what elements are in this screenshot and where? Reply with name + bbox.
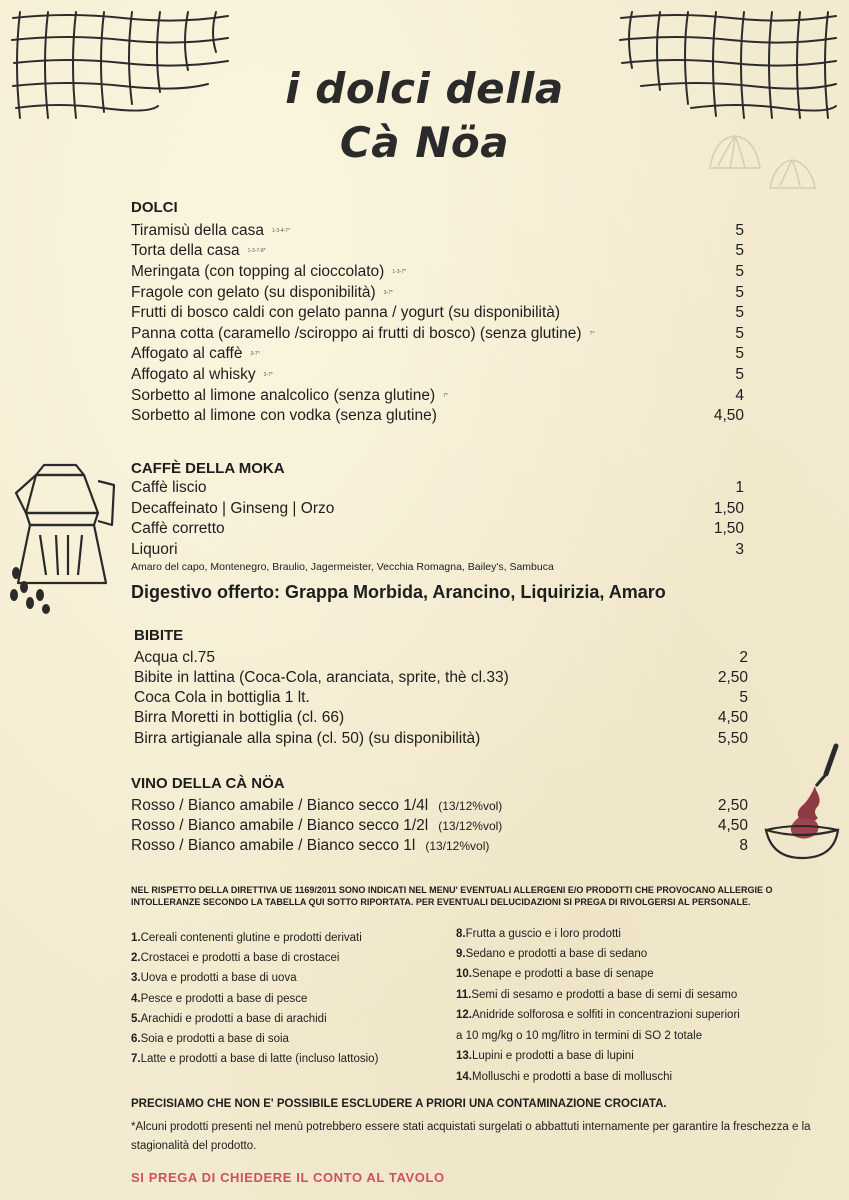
item-name: Decaffeinato | Ginseng | Orzo [131,500,335,517]
allergen-number: 7. [131,1053,141,1065]
allergen-text: Arachidi e prodotti a base di arachidi [140,1013,327,1025]
item-price: 5 [735,263,744,280]
list-item [131,499,744,519]
contamination-warning: PRECISIAMO CHE NON E' POSSIBILE ESCLUDERE A PRIORI UNA CONTAMINAZIONE CROCIATA. [131,1098,667,1110]
item-name: Bibite in lattina (Coca-Cola, aranciata, sprite, thè cl.33) [134,669,509,686]
list-item [134,708,748,728]
list-item [131,796,748,816]
list-item [131,540,744,560]
list-item [131,262,744,282]
item-volume: (13/12%vol) [438,819,503,833]
item-price: 1 [735,479,744,496]
item-name: Sorbetto al limone analcolico (senza glutine) [131,387,436,405]
allergen-text: Semi di sesamo e prodotti a base di semi di sesamo [471,989,738,1001]
item-name: Birra Moretti in bottiglia (cl. 66) [134,709,345,726]
item-price: 2,50 [717,797,748,814]
allergen-text: Uova e prodotti a base di uova [140,972,297,984]
list-item [131,283,744,303]
list-item [131,816,748,836]
allergen-note: 3-7* [383,290,393,296]
list-item [131,241,744,261]
item-price: 5 [735,242,744,259]
item-name: Caffè corretto [131,520,225,537]
allergen-number: 9. [456,948,466,960]
frozen-products-note: *Alcuni prodotti presenti nel menù potrebbero essere stati acquistati surgelati o abbattuti internamente per garantire la freschezza e la stagionalità del prodotto. [131,1121,811,1152]
item-price: 4,50 [717,817,748,834]
item-price: 4 [735,387,744,404]
list-item [134,668,748,688]
item-name: Coca Cola in bottiglia 1 lt. [134,689,310,706]
allergen-number: 14. [456,1071,472,1083]
allergen-note: 3-7* [250,351,260,357]
list-item [131,836,748,856]
digestivo-offerto: Digestivo offerto: Grappa Morbida, Arancino, Liquirizia, Amaro [131,582,666,602]
item-name: Affogato al whisky [131,366,256,384]
allergen-item [131,1033,289,1045]
allergen-item [456,928,621,940]
allergen-text: Anidride solforosa e solfiti in concentrazioni superiori [472,1009,740,1021]
item-price: 4,50 [717,709,748,726]
allergen-number: 1. [131,932,141,944]
item-price: 1,50 [713,500,744,517]
allergen-text: Crostacei e prodotti a base di crostacei [140,952,340,964]
item-price: 3 [735,541,744,558]
allergen-number: 2. [131,952,141,964]
allergen-note: 7* [589,331,595,337]
item-name: Caffè liscio [131,479,207,496]
list-item [131,519,744,539]
item-name: Affogato al caffè [131,345,243,363]
item-price: 4,50 [713,407,744,424]
allergen-number: 13. [456,1050,472,1062]
item-name: Liquori [131,541,178,558]
item-name: Frutti di bosco caldi con gelato panna / yogurt (su disponibilità) [131,304,561,322]
allergen-text: Pesce e prodotti a base di pesce [140,993,308,1005]
item-name: Meringata (con topping al cioccolato) [131,263,385,281]
allergen-text: Lupini e prodotti a base di lupini [472,1050,634,1062]
item-price: 5 [735,325,744,342]
page-title-line2: Cà Nöa [339,118,510,167]
item-price: 5 [735,222,744,239]
liquori-list: Amaro del capo, Montenegro, Braulio, Jagermeister, Vecchia Romagna, Bailey's, Sambuca [131,561,554,573]
item-price: 5,50 [717,730,748,747]
allergen-text: a 10 mg/kg o 10 mg/litro in termini di SO 2 totale [456,1030,703,1042]
allergen-text: Cereali contenenti glutine e prodotti derivati [140,932,362,944]
item-name: Sorbetto al limone con vodka (senza glutine) [131,407,437,425]
section-title-caffe: CAFFÈ DELLA MOKA [131,460,285,477]
list-item [131,365,744,385]
item-name: Panna cotta (caramello /sciroppo ai frutti di bosco) (senza glutine) [131,325,582,343]
item-name: Torta della casa [131,242,240,260]
allergen-note: 7* [443,393,448,399]
item-name: Birra artigianale alla spina (cl. 50) (su disponibilità) [134,730,481,747]
allergen-text: Frutta a guscio e i loro prodotti [465,928,621,940]
allergen-item [456,1050,634,1062]
ask-bill-notice: SI PREGA DI CHIEDERE IL CONTO AL TAVOLO [131,1170,445,1185]
list-item [134,688,748,708]
item-price: 8 [739,837,748,854]
section-title-bibite: BIBITE [134,627,184,644]
list-item [134,729,748,749]
item-name: Rosso / Bianco amabile / Bianco secco 1/2l [131,817,429,834]
list-item [131,406,744,426]
item-price: 5 [735,345,744,362]
item-price: 5 [735,304,744,321]
allergen-text: Molluschi e prodotti a base di molluschi [472,1071,673,1083]
allergen-text: Sedano e prodotti a base di sedano [465,948,648,960]
allergen-text: Latte e prodotti a base di latte (incluso lattosio) [140,1053,379,1065]
allergen-item [131,932,362,944]
item-price: 5 [735,366,744,383]
allergen-text: Senape e prodotti a base di senape [472,968,654,980]
allergen-item [131,1013,327,1025]
allergen-number: 4. [131,993,141,1005]
allergen-notice: NEL RISPETTO DELLA DIRETTIVA UE 1169/2011 SONO INDICATI NEL MENU' EVENTUALI ALLERGENI E/O PRODOTTI CHE PROVOCANO ALLERGIE O INTOLLERANZE SECONDO LA TABELLA QUI SOTTO RIPORTATA. PER EVENTUALI DELUCIDAZIONI SI PREGA DI RIVOLGERSI AL PERSONALE. [131,885,773,907]
list-item [131,221,744,241]
item-price: 2,50 [717,669,748,686]
list-item [131,386,744,406]
item-price: 1,50 [713,520,744,537]
allergen-number: 6. [131,1033,141,1045]
list-item [131,478,744,498]
page-title-line1: i dolci della [285,64,564,113]
list-item [134,648,748,668]
item-name: Rosso / Bianco amabile / Bianco secco 1l [131,837,416,854]
list-item [131,303,744,323]
allergen-number: 11. [456,989,472,1001]
list-item [131,324,744,344]
allergen-number: 5. [131,1013,141,1025]
dessert-bowl-icon [760,742,845,867]
item-name: Fragole con gelato (su disponibilità) [131,284,376,302]
item-name: Tiramisù della casa [131,222,264,240]
allergen-note: 3-7* [263,372,273,378]
allergen-item [131,952,339,964]
item-name: Acqua cl.75 [134,649,215,666]
allergen-note: 1-3-7* [392,269,406,275]
allergen-note: 1-3-4-7* [271,228,291,234]
allergen-item [456,968,654,980]
allergen-text: Soia e prodotti a base di soia [140,1033,289,1045]
allergen-item [131,993,307,1005]
allergen-number: 12. [456,1009,472,1021]
item-volume: (13/12%vol) [438,799,503,813]
allergen-item [456,948,647,960]
item-name: Rosso / Bianco amabile / Bianco secco 1/4l [131,797,429,814]
allergen-item [131,972,297,984]
section-title-dolci: DOLCI [131,199,178,216]
allergen-item [131,1053,378,1065]
item-volume: (13/12%vol) [425,839,490,853]
allergen-number: 8. [456,928,466,940]
allergen-item [456,1030,702,1042]
item-price: 2 [739,649,748,666]
allergen-number: 10. [456,968,472,980]
allergen-item [456,989,737,1001]
list-item [131,344,744,364]
item-price: 5 [739,689,748,706]
section-title-vino: VINO DELLA CÀ NÖA [131,775,285,792]
allergen-number: 3. [131,972,141,984]
item-price: 5 [735,284,744,301]
allergen-note: 1-3-7-8* [247,248,266,254]
moka-pot-icon [6,455,126,615]
allergen-item [456,1009,740,1021]
allergen-item [456,1071,672,1083]
